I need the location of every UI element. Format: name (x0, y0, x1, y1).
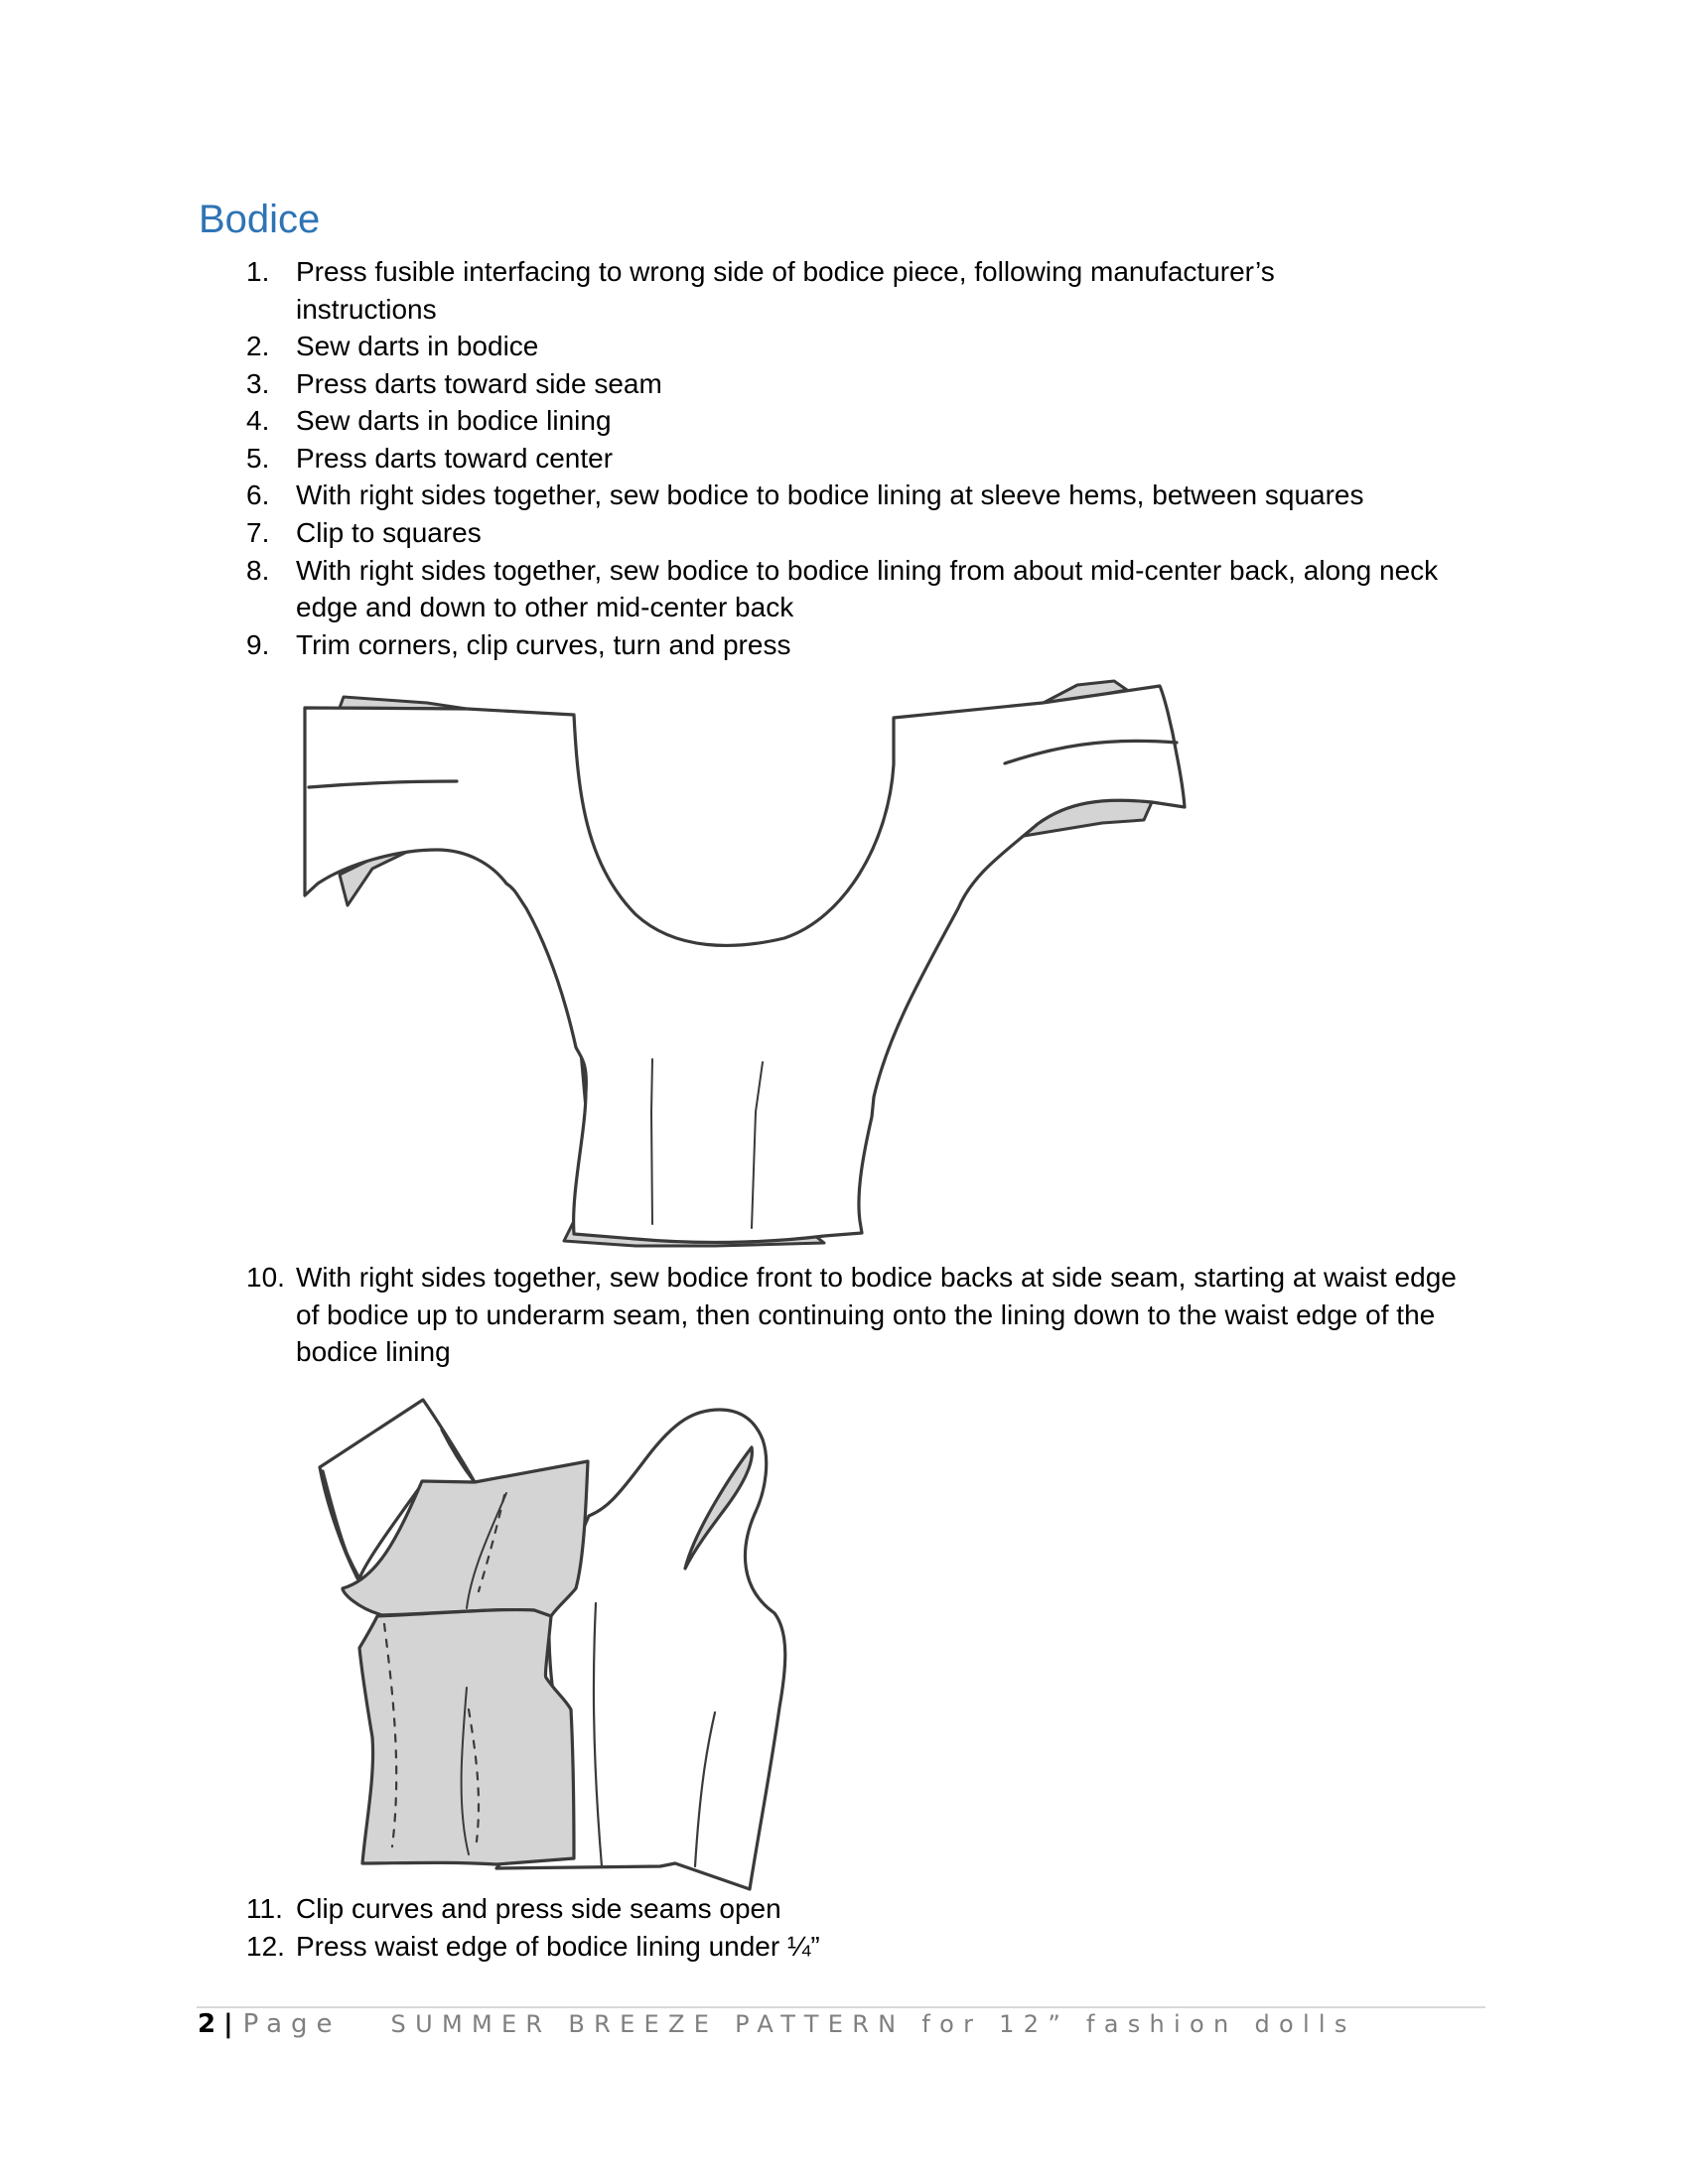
step-text: Press fusible interfacing to wrong side of bodice piece, following manufacturer’s instructions (296, 256, 1275, 325)
footer-divider (197, 2006, 1485, 2008)
list-item (246, 328, 1497, 365)
lining-lower-piece (359, 1610, 574, 1864)
bodice-outline (305, 686, 1185, 1242)
step-number: 12. (246, 1930, 285, 1962)
bodice-dart-left (651, 1059, 652, 1224)
step-number: 3. (246, 367, 270, 399)
step-number: 4. (246, 405, 270, 437)
bodice-turned-illustration (288, 670, 1201, 1256)
side-seam-illustration (298, 1375, 794, 1891)
list-item (246, 552, 1497, 626)
list-item (246, 440, 1497, 478)
list-item (246, 514, 1497, 552)
step-text: With right sides together, sew bodice to bodice lining at sleeve hems, between squares (296, 479, 1364, 511)
step-text: With right sides together, sew bodice to bodice lining from about mid-center back, along neck edge and down to other mid-center back (296, 554, 1439, 623)
step-number: 10. (246, 1262, 285, 1293)
footer-separator: | (223, 2009, 233, 2039)
step-text: With right sides together, sew bodice front to bodice backs at side seam, starting at waist edge of bodice up to underarm seam, then continuing onto the lining down to the waist edge of the bodice lining (296, 1262, 1457, 1368)
step-number: 2. (246, 331, 270, 361)
page-label: Page (242, 2009, 342, 2039)
page-footer (198, 2009, 1356, 2039)
step-number: 6. (246, 479, 270, 511)
step-number: 7. (246, 517, 270, 548)
step-number: 5. (246, 442, 270, 474)
step-text: Trim corners, clip curves, turn and press (296, 628, 791, 660)
step-text: Press darts toward side seam (296, 367, 662, 399)
list-item (246, 253, 1497, 328)
step-text: Press waist edge of bodice lining under ¼” (296, 1930, 820, 1962)
list-item (246, 1259, 1497, 1371)
step-text: Press darts toward center (296, 442, 614, 474)
page-number: 2 (198, 2009, 216, 2039)
step-number: 9. (246, 628, 270, 660)
list-item (246, 402, 1497, 440)
step-text: Clip to squares (296, 517, 482, 548)
footer-title: SUMMER BREEZE PATTERN for 12” fashion dolls (390, 2010, 1356, 2038)
step-text: Sew darts in bodice lining (296, 405, 612, 437)
step-number: 11. (246, 1893, 283, 1924)
list-item (246, 1890, 1497, 1928)
list-item (246, 626, 1497, 664)
step-text: Clip curves and press side seams open (296, 1893, 781, 1924)
step-number: 1. (246, 256, 270, 287)
section-heading: Bodice (199, 198, 321, 241)
list-item (246, 477, 1497, 514)
list-item (246, 365, 1497, 403)
list-item (246, 1928, 1497, 1966)
step-number: 8. (246, 554, 270, 586)
step-text: Sew darts in bodice (296, 331, 539, 361)
